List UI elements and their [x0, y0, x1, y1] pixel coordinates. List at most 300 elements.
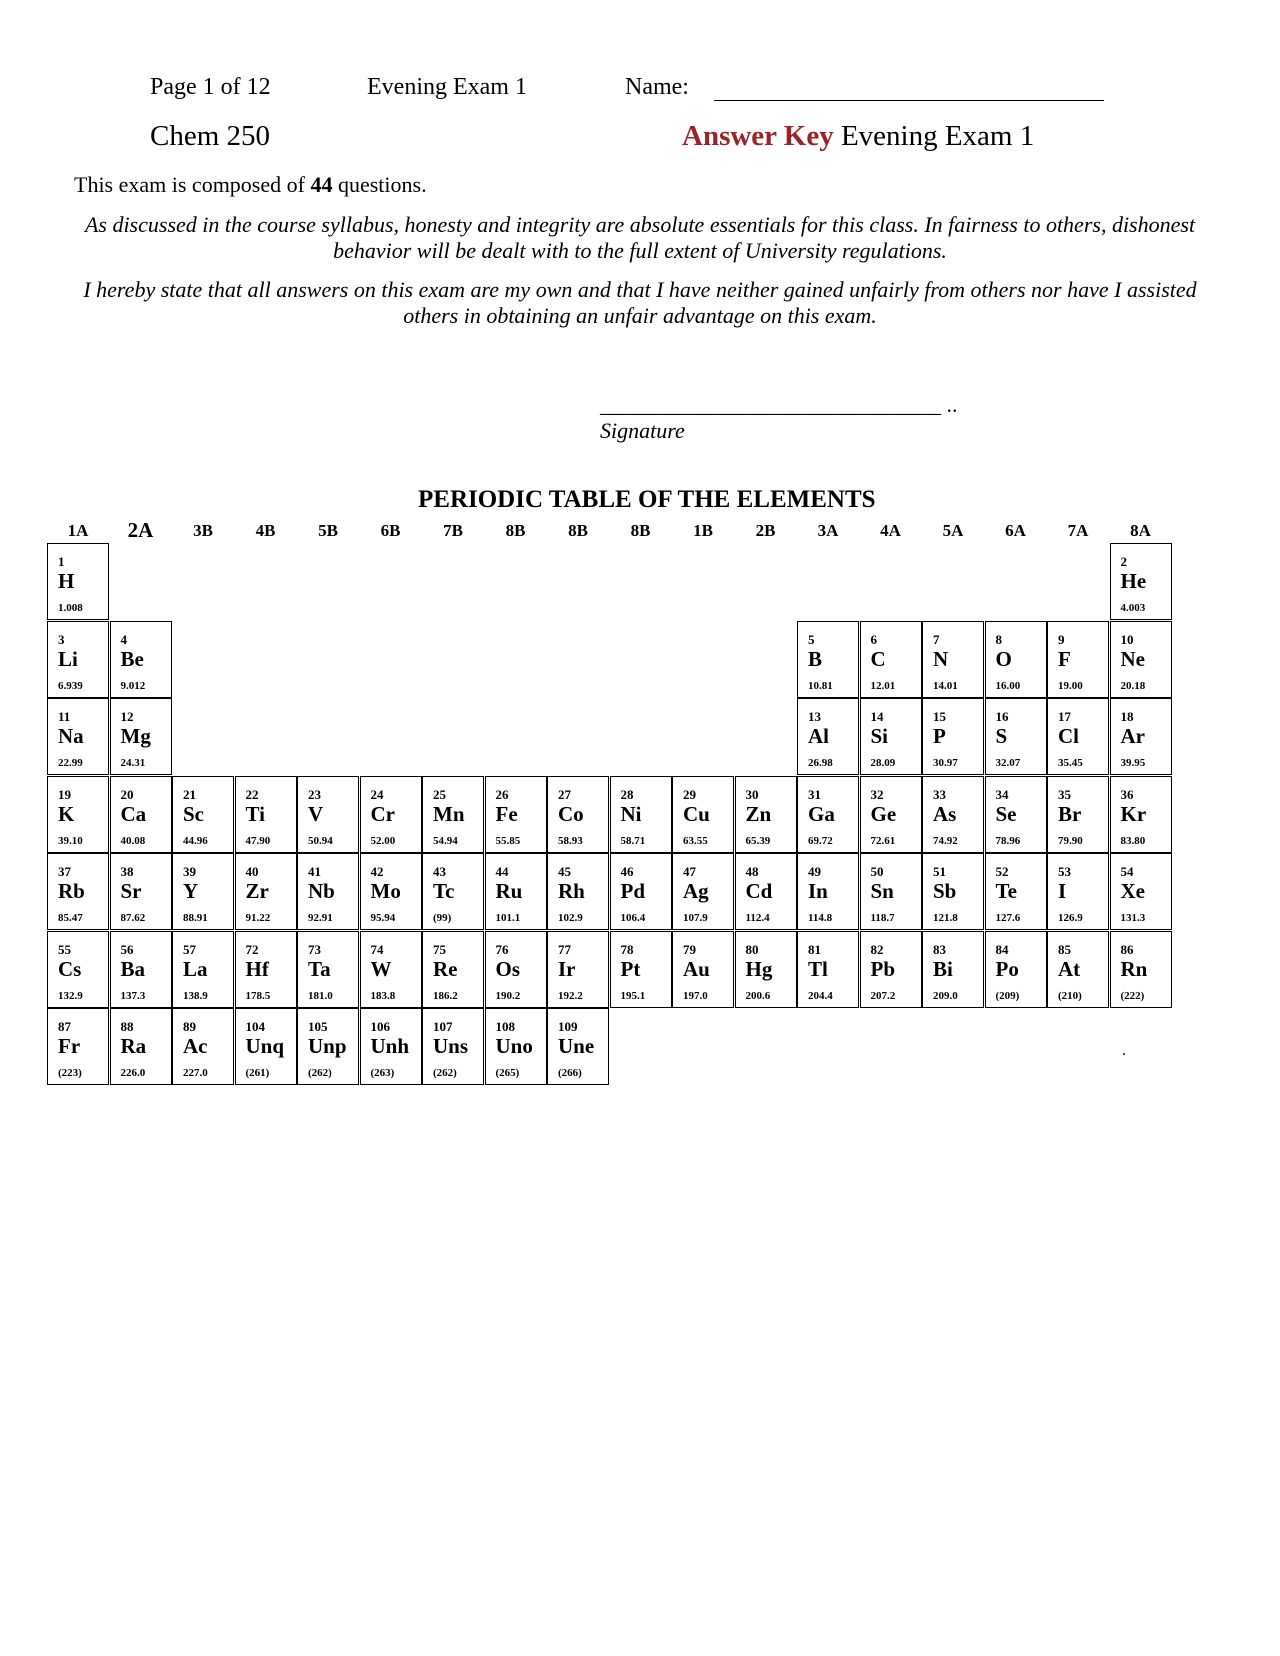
element-cell-rn [1110, 931, 1172, 1008]
atomic-mass: 10.81 [808, 679, 833, 692]
element-cell-bi [922, 931, 984, 1008]
group-label-8b-10: 8B [630, 521, 651, 540]
element-symbol: Fr [58, 1034, 81, 1058]
element-cell-te [985, 853, 1047, 930]
atomic-mass: 207.2 [870, 989, 896, 1002]
atomic-mass: 47.90 [245, 834, 271, 847]
element-cell-rh [547, 853, 609, 930]
element-cell-c [860, 621, 922, 698]
atomic-number: 109 [558, 1019, 578, 1034]
atomic-mass: 1.008 [58, 602, 83, 614]
atomic-number: 15 [933, 709, 946, 724]
atomic-number: 85 [1058, 941, 1071, 957]
atomic-number: 55 [58, 941, 71, 957]
element-symbol: Tl [808, 956, 828, 981]
element-symbol: O [995, 646, 1012, 671]
element-cell-sr [110, 853, 172, 930]
element-cell-xe [1110, 853, 1172, 930]
atomic-number: 20 [120, 786, 134, 802]
element-cell-ir [547, 931, 609, 1008]
element-symbol: Mn [433, 801, 465, 826]
group-label-3a-13: 3A [817, 521, 839, 540]
atomic-number: 11 [58, 709, 71, 724]
trailing-mark: . [1122, 1042, 1126, 1059]
element-symbol: F [1058, 646, 1071, 671]
atomic-number: 57 [183, 941, 196, 957]
element-cell-uns [422, 1008, 484, 1085]
signature-line[interactable]: _______________________________ .. [600, 392, 958, 417]
element-symbol: Re [433, 956, 458, 981]
element-symbol: Ag [683, 879, 709, 903]
atomic-number: 81 [808, 941, 821, 957]
element-symbol: B [808, 646, 823, 671]
atomic-mass: (261) [245, 1067, 270, 1079]
element-cell-ba [110, 931, 172, 1008]
atomic-number: 106 [370, 1019, 390, 1034]
atomic-number: 19 [58, 786, 71, 802]
atomic-mass: 85.47 [58, 912, 83, 924]
element-cell-be [110, 621, 172, 698]
atomic-mass: 186.2 [433, 989, 458, 1002]
element-cell-ag [672, 853, 734, 930]
element-cell-br [1047, 776, 1109, 853]
element-symbol: Ge [870, 801, 897, 826]
atomic-mass: 58.71 [620, 834, 646, 847]
name-label: Name: [625, 74, 689, 100]
element-symbol: Unp [308, 1034, 347, 1058]
atomic-mass: 227.0 [183, 1067, 208, 1079]
answer-key-label: Answer Key [682, 120, 834, 152]
element-cell-w [360, 931, 422, 1008]
element-symbol: Os [495, 956, 521, 981]
atomic-number: 40 [245, 864, 259, 879]
periodic-table-title: PERIODIC TABLE OF THE ELEMENTS [418, 486, 876, 513]
atomic-number: 45 [558, 864, 571, 879]
atomic-number: 12 [120, 709, 134, 724]
element-symbol: Pt [620, 956, 641, 981]
group-label-7b-7: 7B [443, 521, 463, 540]
element-symbol: H [58, 569, 75, 593]
element-cell-ni [610, 776, 672, 853]
atomic-mass: 58.93 [558, 834, 583, 847]
atomic-number: 26 [495, 786, 509, 802]
atomic-mass: 209.0 [933, 989, 958, 1002]
element-cell-si [860, 698, 922, 775]
atomic-mass: 114.8 [808, 912, 833, 924]
element-cell-h [47, 543, 109, 620]
element-symbol: Ga [808, 801, 835, 826]
atomic-mass: 138.9 [183, 989, 208, 1002]
group-label-5b-5: 5B [318, 521, 338, 540]
atomic-mass: (222) [1120, 989, 1145, 1002]
atomic-mass: (99) [433, 912, 452, 924]
element-cell-une [547, 1008, 609, 1085]
atomic-number: 3 [58, 631, 65, 647]
group-label-1b-11: 1B [693, 521, 713, 540]
atomic-mass: 204.4 [808, 989, 833, 1002]
atomic-mass: (266) [558, 1067, 582, 1079]
group-label-2a-2: 2A [127, 518, 154, 542]
course-title: Chem 250 [150, 120, 271, 152]
element-cell-re [422, 931, 484, 1008]
atomic-number: 23 [308, 786, 321, 802]
atomic-number: 75 [433, 941, 446, 957]
element-symbol: Hf [245, 956, 269, 981]
element-symbol: Na [58, 724, 84, 748]
atomic-number: 80 [745, 941, 759, 957]
exam-title: Evening Exam 1 [840, 120, 1035, 152]
atomic-mass: 63.55 [683, 834, 708, 847]
element-symbol: K [58, 801, 75, 826]
atomic-number: 104 [245, 1019, 265, 1034]
element-cell-ta [297, 931, 359, 1008]
element-cell-zr [235, 853, 297, 930]
atomic-mass: 32.07 [995, 757, 1021, 769]
element-cell-ac [172, 1008, 234, 1085]
atomic-number: 30 [745, 786, 759, 802]
element-symbol: Ru [495, 879, 523, 903]
atomic-number: 76 [495, 941, 509, 957]
atomic-mass: 226.0 [120, 1067, 146, 1079]
atomic-mass: 35.45 [1058, 757, 1083, 769]
atomic-mass: 197.0 [683, 989, 708, 1002]
atomic-number: 17 [1058, 709, 1071, 724]
element-symbol: Co [558, 801, 584, 826]
group-label-7a-17: 7A [1067, 521, 1089, 540]
element-symbol: Zn [745, 801, 772, 826]
atomic-number: 25 [433, 786, 446, 802]
element-symbol: Pd [620, 879, 646, 903]
element-symbol: Sb [933, 879, 957, 903]
atomic-number: 22 [245, 786, 259, 802]
element-symbol: Rn [1120, 956, 1148, 981]
atomic-mass: 19.00 [1058, 679, 1083, 692]
element-symbol: Unq [245, 1034, 285, 1058]
element-symbol: Pb [870, 956, 896, 981]
element-symbol: Une [558, 1034, 595, 1058]
atomic-number: 4 [120, 631, 127, 647]
atomic-number: 34 [995, 786, 1009, 802]
atomic-mass: 127.6 [995, 912, 1021, 924]
element-symbol: Mo [370, 879, 401, 903]
atomic-number: 39 [183, 864, 196, 879]
element-cell-mn [422, 776, 484, 853]
atomic-number: 16 [995, 709, 1009, 724]
atomic-mass: 39.10 [58, 834, 83, 847]
atomic-mass: 24.31 [120, 757, 146, 769]
element-cell-b [797, 621, 859, 698]
element-cell-co [547, 776, 609, 853]
element-cell-cu [672, 776, 734, 853]
atomic-mass: 9.012 [120, 679, 146, 692]
atomic-mass: 26.98 [808, 757, 833, 769]
element-cell-nb [297, 853, 359, 930]
atomic-mass: 131.3 [1120, 912, 1146, 924]
atomic-mass: 107.9 [683, 912, 708, 924]
atomic-mass: 137.3 [120, 989, 146, 1002]
element-symbol: N [933, 646, 949, 671]
atomic-number: 54 [1120, 864, 1134, 879]
honesty-paragraph: As discussed in the course syllabus, honesty and integrity are absolute essentials for this class. In fairness to others, dishonest behavior will be dealt with to the full extent of University regulations. [84, 212, 1196, 263]
atomic-mass: 30.97 [933, 757, 958, 769]
element-cell-ga [797, 776, 859, 853]
group-label-8b-9: 8B [568, 521, 588, 540]
atomic-mass: 91.22 [245, 912, 271, 924]
element-cell-in [797, 853, 859, 930]
element-symbol: Br [1058, 801, 1082, 826]
element-symbol: Uno [495, 1034, 533, 1058]
element-cell-ne [1110, 621, 1172, 698]
atomic-number: 6 [870, 631, 877, 647]
element-cell-unh [360, 1008, 422, 1085]
atomic-number: 8 [995, 631, 1002, 647]
element-cell-he [1110, 543, 1172, 620]
element-cell-unq [235, 1008, 297, 1085]
atomic-mass: 55.85 [495, 834, 521, 847]
atomic-number: 88 [120, 1019, 134, 1034]
atomic-mass: 200.6 [745, 989, 771, 1002]
element-cell-pb [860, 931, 922, 1008]
atomic-number: 43 [433, 864, 446, 879]
element-symbol: Kr [1120, 801, 1147, 826]
atomic-mass: 65.39 [745, 834, 771, 847]
atomic-mass: 69.72 [808, 834, 833, 847]
atomic-number: 72 [245, 941, 259, 957]
atomic-number: 108 [495, 1019, 515, 1034]
element-cell-la [172, 931, 234, 1008]
element-symbol: Sn [870, 879, 894, 903]
element-cell-unp [297, 1008, 359, 1085]
element-symbol: Ir [558, 956, 576, 981]
atomic-number: 41 [308, 864, 321, 879]
atomic-number: 14 [870, 709, 884, 724]
element-cell-hg [735, 931, 797, 1008]
atomic-number: 31 [808, 786, 821, 802]
atomic-mass: 22.99 [58, 757, 83, 769]
atomic-number: 42 [370, 864, 384, 879]
element-symbol: Be [120, 646, 144, 671]
atomic-mass: 50.94 [308, 834, 333, 847]
element-symbol: Ar [1120, 724, 1145, 748]
element-symbol: Li [58, 646, 78, 671]
atomic-mass: 190.2 [495, 989, 521, 1002]
element-cell-po [985, 931, 1047, 1008]
element-symbol: He [1120, 569, 1147, 593]
signature-label: Signature [600, 418, 685, 443]
name-field-line[interactable] [714, 100, 1104, 101]
element-symbol: Po [995, 956, 1019, 981]
atomic-mass: 12.01 [870, 679, 896, 692]
atomic-number: 73 [308, 941, 321, 957]
atomic-mass: 20.18 [1120, 679, 1146, 692]
element-cell-sb [922, 853, 984, 930]
pledge-paragraph: I hereby state that all answers on this exam are my own and that I have neither gained unfairly from others nor have I assisted others in obtaining an unfair advantage on this exam. [83, 277, 1197, 328]
atomic-mass: 118.7 [870, 912, 895, 924]
intro-line [74, 172, 427, 198]
element-cell-hf [235, 931, 297, 1008]
element-symbol: As [933, 801, 957, 826]
atomic-number: 18 [1120, 709, 1134, 724]
atomic-number: 27 [558, 786, 571, 802]
atomic-mass: 28.09 [870, 757, 896, 769]
atomic-mass: (262) [433, 1067, 457, 1079]
atomic-number: 74 [370, 941, 384, 957]
element-cell-as [922, 776, 984, 853]
element-symbol: Ac [183, 1034, 208, 1058]
element-cell-fr [47, 1008, 109, 1085]
atomic-number: 44 [495, 864, 509, 879]
element-cell-i [1047, 853, 1109, 930]
atomic-number: 82 [870, 941, 884, 957]
element-symbol: Cs [58, 956, 82, 981]
atomic-mass: 39.95 [1120, 757, 1146, 769]
element-cell-s [985, 698, 1047, 775]
element-symbol: Te [995, 879, 1017, 903]
atomic-number: 107 [433, 1019, 453, 1034]
element-symbol: Ra [120, 1034, 147, 1058]
element-symbol: Ta [308, 956, 331, 981]
element-symbol: C [870, 646, 886, 671]
atomic-number: 24 [370, 786, 384, 802]
group-label-5a-15: 5A [942, 521, 964, 540]
atomic-number: 32 [870, 786, 884, 802]
element-cell-ge [860, 776, 922, 853]
element-symbol: Rh [558, 879, 585, 903]
atomic-mass: 52.00 [370, 834, 396, 847]
element-symbol: Cu [683, 801, 710, 826]
element-cell-fe [485, 776, 547, 853]
atomic-mass: 92.91 [308, 912, 333, 924]
element-symbol: Ni [620, 801, 642, 826]
group-label-8b-8: 8B [505, 521, 526, 540]
atomic-mass: 79.90 [1058, 834, 1083, 847]
element-cell-pt [610, 931, 672, 1008]
atomic-number: 13 [808, 709, 821, 724]
answer-key-title [682, 120, 1034, 153]
element-symbol: I [1058, 879, 1067, 903]
element-symbol: Bi [933, 956, 953, 981]
atomic-number: 33 [933, 786, 946, 802]
atomic-number: 89 [183, 1019, 196, 1034]
atomic-number: 35 [1058, 786, 1071, 802]
element-symbol: Al [808, 724, 829, 748]
atomic-number: 77 [558, 941, 571, 957]
element-symbol: Cl [1058, 724, 1079, 748]
element-cell-f [1047, 621, 1109, 698]
element-symbol: Au [683, 956, 710, 981]
element-symbol: Ti [245, 801, 265, 826]
atomic-mass: 16.00 [995, 679, 1021, 692]
element-symbol: W [370, 956, 392, 981]
atomic-number: 56 [120, 941, 134, 957]
atomic-number: 47 [683, 864, 696, 879]
element-symbol: Se [995, 801, 1017, 826]
atomic-mass: (262) [308, 1067, 332, 1079]
element-cell-tc [422, 853, 484, 930]
element-cell-ca [110, 776, 172, 853]
atomic-number: 10 [1120, 631, 1134, 647]
atomic-number: 83 [933, 941, 946, 957]
group-label-1a-1: 1A [67, 521, 89, 540]
atomic-number: 50 [870, 864, 884, 879]
element-symbol: In [808, 879, 828, 903]
atomic-mass: 54.94 [433, 834, 458, 847]
element-cell-n [922, 621, 984, 698]
atomic-mass: 112.4 [745, 912, 770, 924]
atomic-mass: 88.91 [183, 912, 208, 924]
element-cell-y [172, 853, 234, 930]
element-cell-al [797, 698, 859, 775]
atomic-mass: 44.96 [183, 834, 208, 847]
element-symbol: Fe [495, 801, 518, 826]
atomic-mass: 4.003 [1120, 602, 1146, 614]
element-symbol: Ba [120, 956, 146, 981]
element-symbol: V [308, 801, 324, 826]
element-cell-rb [47, 853, 109, 930]
atomic-mass: 95.94 [370, 912, 396, 924]
atomic-number: 51 [933, 864, 946, 879]
element-cell-pd [610, 853, 672, 930]
atomic-mass: 83.80 [1120, 834, 1146, 847]
atomic-mass: 181.0 [308, 989, 333, 1002]
element-cell-k [47, 776, 109, 853]
element-symbol: Ne [1120, 646, 1145, 671]
atomic-number: 49 [808, 864, 821, 879]
element-cell-cd [735, 853, 797, 930]
atomic-mass: 106.4 [620, 912, 646, 924]
element-cell-o [985, 621, 1047, 698]
atomic-number: 87 [58, 1019, 71, 1034]
group-label-4a-14: 4A [880, 521, 901, 540]
atomic-mass: 178.5 [245, 989, 271, 1002]
element-symbol: Hg [745, 956, 773, 981]
atomic-mass: (210) [1058, 989, 1082, 1002]
atomic-mass: 192.2 [558, 989, 583, 1002]
element-cell-cs [47, 931, 109, 1008]
element-symbol: Cd [745, 879, 773, 903]
group-label-8a-18: 8A [1130, 521, 1151, 540]
atomic-mass: 126.9 [1058, 912, 1083, 924]
atomic-mass: 121.8 [933, 912, 958, 924]
element-cell-kr [1110, 776, 1172, 853]
atomic-mass: 40.08 [120, 834, 146, 847]
element-symbol: La [183, 956, 208, 981]
element-cell-v [297, 776, 359, 853]
atomic-mass: 183.8 [370, 989, 396, 1002]
atomic-mass: 132.9 [58, 989, 83, 1002]
element-cell-tl [797, 931, 859, 1008]
atomic-number: 79 [683, 941, 696, 957]
atomic-number: 28 [620, 786, 634, 802]
atomic-number: 1 [58, 554, 65, 569]
atomic-number: 37 [58, 864, 71, 879]
atomic-mass: 87.62 [120, 912, 146, 924]
atomic-mass: 6.939 [58, 679, 83, 692]
element-symbol: Sr [120, 879, 142, 903]
atomic-number: 9 [1058, 631, 1065, 647]
group-label-6a-16: 6A [1005, 521, 1026, 540]
element-cell-at [1047, 931, 1109, 1008]
atomic-number: 78 [620, 941, 634, 957]
element-symbol: Zr [245, 879, 269, 903]
group-label-2b-12: 2B [755, 521, 776, 540]
atomic-mass: (223) [58, 1067, 82, 1079]
element-cell-li [47, 621, 109, 698]
group-label-6b-6: 6B [380, 521, 401, 540]
element-symbol: Si [870, 724, 889, 748]
element-symbol: Cr [370, 801, 395, 826]
atomic-number: 105 [308, 1019, 328, 1034]
